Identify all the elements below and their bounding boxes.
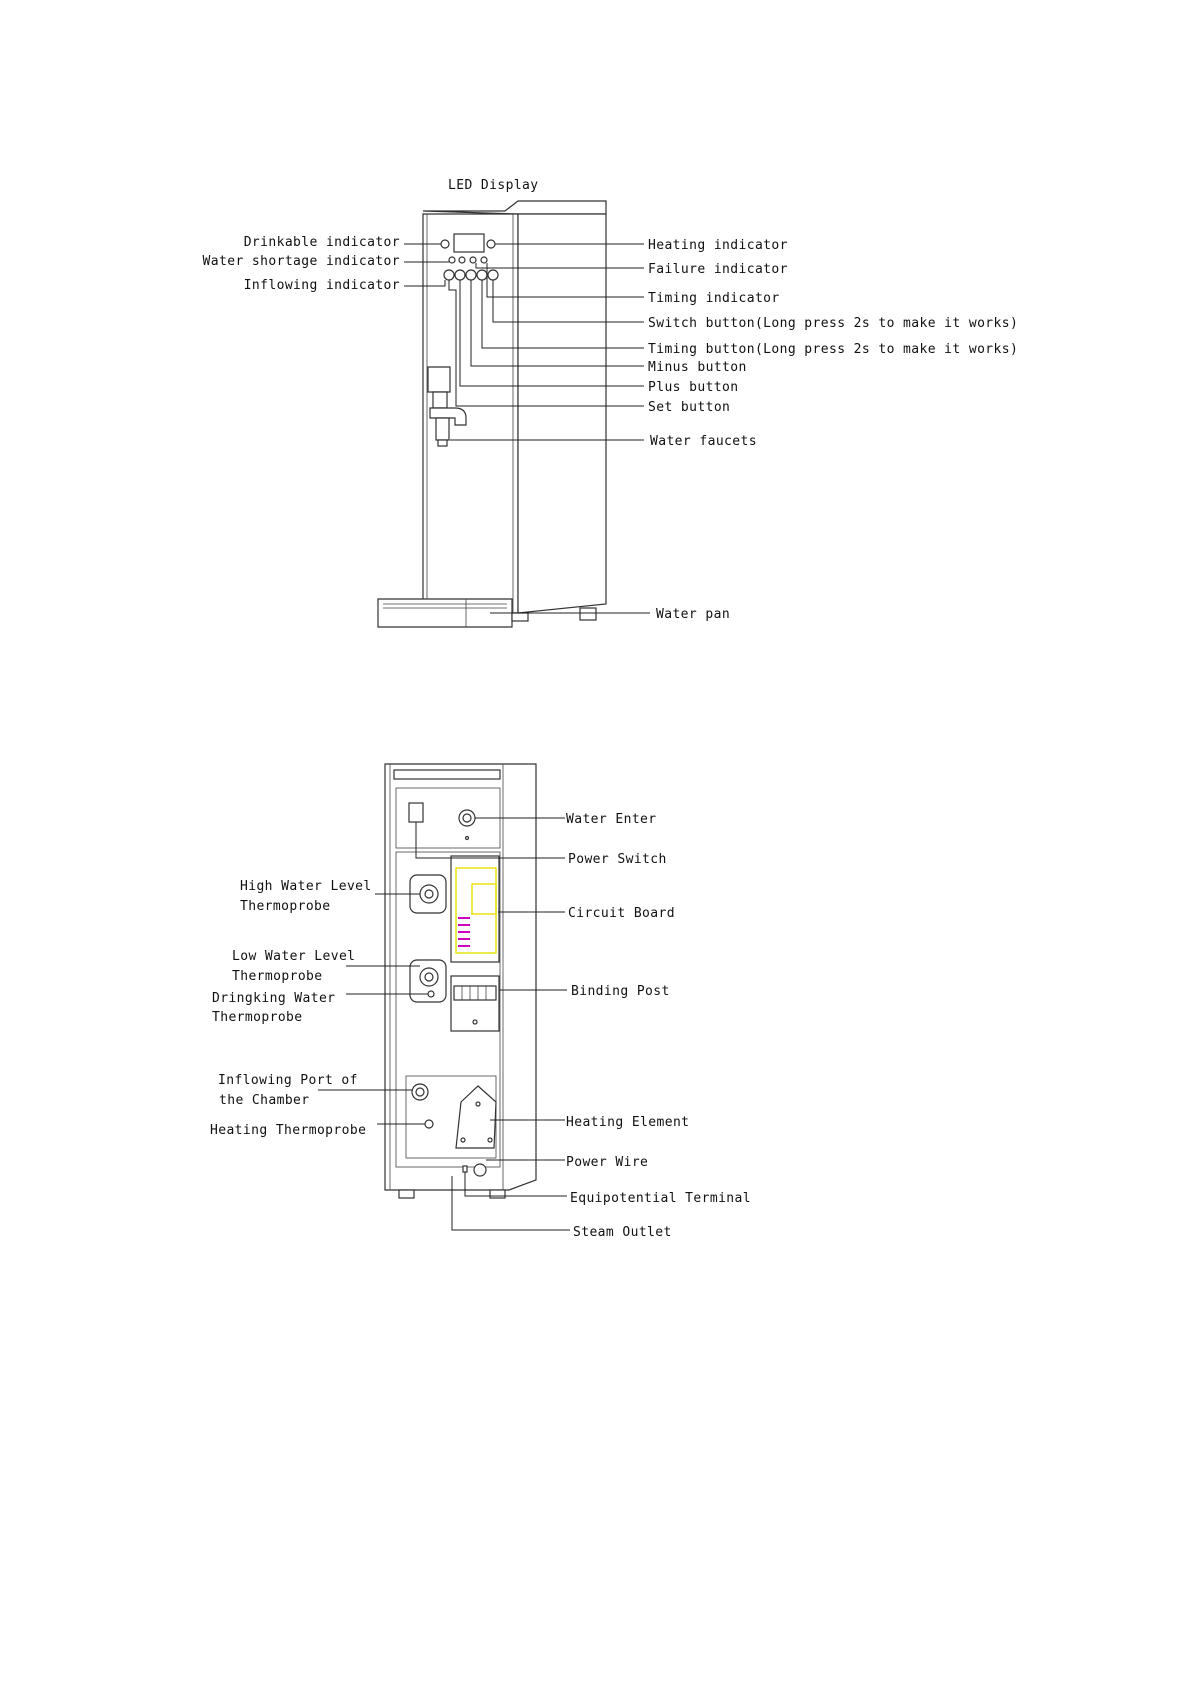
low-water-level-label-line2: Thermoprobe	[232, 969, 323, 984]
heating-indicator-label: Heating indicator	[648, 238, 788, 253]
binding-post	[451, 976, 499, 1031]
inflowing-indicator-label: Inflowing indicator	[243, 278, 400, 293]
timing-indicator-light	[481, 257, 487, 263]
water-shortage-indicator-light	[449, 257, 455, 263]
heating-thermoprobe-label: Heating Thermoprobe	[210, 1123, 367, 1138]
set-button-label: Set button	[648, 400, 731, 415]
drinkable-indicator-label: Drinkable indicator	[243, 235, 400, 250]
water-shortage-indicator-label: Water shortage indicator	[202, 254, 400, 269]
high-water-level-label-line2: Thermoprobe	[240, 899, 331, 914]
water-faucets-label: Water faucets	[650, 434, 757, 449]
switch-button[interactable]	[488, 270, 498, 280]
drinking-water-probe	[428, 991, 434, 997]
drinking-water-label-line2: Thermoprobe	[212, 1010, 303, 1025]
inflowing-port-label-line2: the Chamber	[219, 1093, 310, 1108]
back-view-drawing	[385, 764, 536, 1198]
water-enter-label: Water Enter	[566, 812, 657, 827]
set-button[interactable]	[444, 270, 454, 280]
led-display	[454, 234, 484, 252]
plus-button[interactable]	[455, 270, 465, 280]
heating-element-label: Heating Element	[566, 1115, 690, 1130]
equipotential-terminal	[463, 1166, 467, 1172]
timing-indicator-label: Timing indicator	[648, 291, 780, 306]
front-main-panel	[518, 214, 606, 613]
circuit-board-label: Circuit Board	[568, 906, 675, 921]
power-wire-label: Power Wire	[566, 1155, 649, 1170]
inflowing-indicator-light	[459, 257, 465, 263]
power-wire	[474, 1164, 486, 1176]
front-view-drawing	[378, 201, 606, 627]
heating-thermoprobe	[425, 1120, 433, 1128]
failure-indicator-label: Failure indicator	[648, 262, 788, 277]
steam-outlet-label: Steam Outlet	[573, 1225, 672, 1240]
minus-button-label: Minus button	[648, 360, 747, 375]
low-water-level-label-line1: Low Water Level	[232, 949, 356, 964]
drinkable-indicator-light	[441, 240, 449, 248]
power-switch[interactable]	[409, 803, 423, 822]
water-pan-label: Water pan	[656, 607, 731, 622]
heating-indicator-light	[487, 240, 495, 248]
circuit-board	[451, 856, 499, 962]
failure-indicator-light	[470, 257, 476, 263]
high-water-level-label-line1: High Water Level	[240, 879, 372, 894]
binding-post-label: Binding Post	[571, 984, 670, 999]
led-display-label: LED Display	[448, 178, 539, 193]
inflowing-port-label-line1: Inflowing Port of	[218, 1073, 358, 1088]
timing-button-label: Timing button(Long press 2s to make it works)	[648, 342, 1019, 357]
plus-button-label: Plus button	[648, 380, 739, 395]
power-switch-label: Power Switch	[568, 852, 667, 867]
equipotential-terminal-label: Equipotential Terminal	[570, 1191, 751, 1206]
minus-button[interactable]	[466, 270, 476, 280]
drinking-water-label-line1: Dringking Water	[212, 991, 336, 1006]
switch-button-label: Switch button(Long press 2s to make it works)	[648, 316, 1019, 331]
timing-button[interactable]	[477, 270, 487, 280]
